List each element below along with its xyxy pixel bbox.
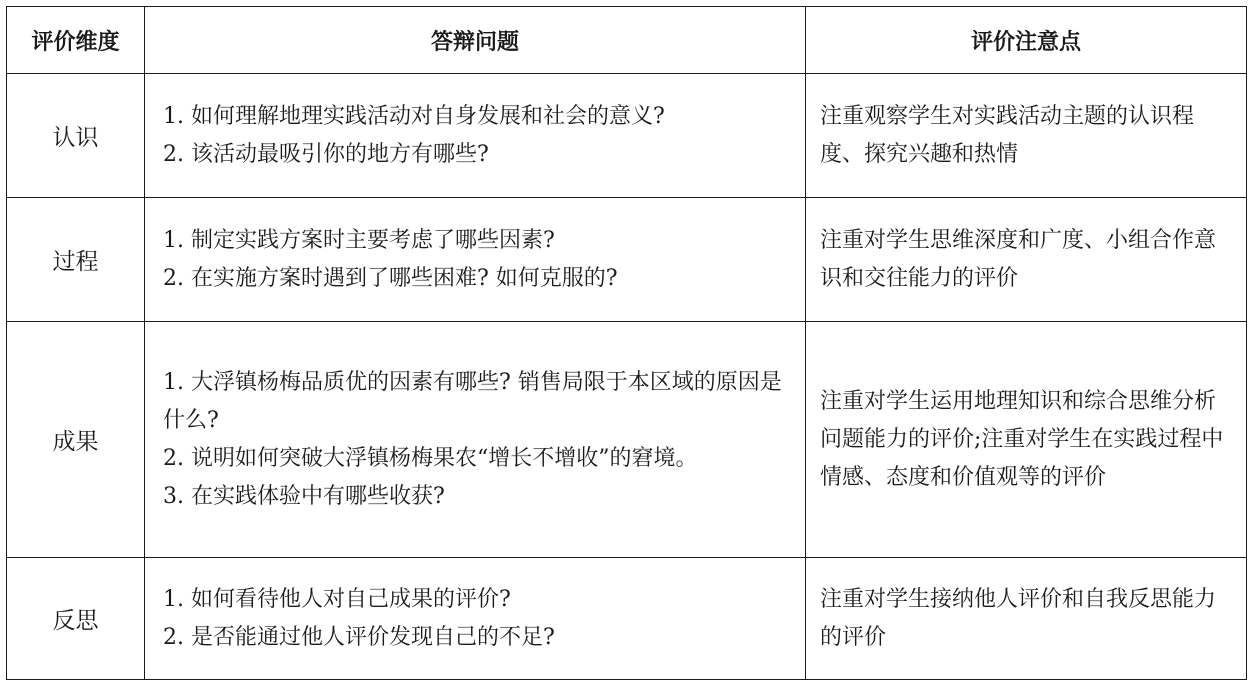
- question-item: 1. 如何理解地理实践活动对自身发展和社会的意义?: [163, 103, 665, 129]
- note-cell: 注重对学生思维深度和广度、小组合作意识和交往能力的评价: [806, 198, 1247, 322]
- dimension-cell: 过程: [7, 198, 145, 322]
- question-item: 1. 如何看待他人对自己成果的评价?: [163, 586, 511, 612]
- header-row: [7, 7, 1247, 74]
- question-item: 2. 说明如何突破大浮镇杨梅果农“增长不增收”的窘境。: [163, 445, 698, 471]
- questions-cell: [145, 198, 806, 322]
- dimension-cell: 反思: [7, 558, 145, 680]
- table-row-reflection: [7, 558, 1247, 680]
- header-questions: 答辩问题: [145, 7, 806, 74]
- dimension-cell: 成果: [7, 322, 145, 558]
- header-notes: 评价注意点: [806, 7, 1247, 74]
- question-item: 3. 在实践体验中有哪些收获?: [163, 483, 445, 509]
- table-row-results: [7, 322, 1247, 558]
- header-dimension: 评价维度: [7, 7, 145, 74]
- table-row-process: [7, 198, 1247, 322]
- table-row-recognition: [7, 74, 1247, 198]
- question-item: 2. 在实施方案时遇到了哪些困难? 如何克服的?: [163, 265, 618, 291]
- note-cell: 注重对学生运用地理知识和综合思维分析问题能力的评价;注重对学生在实践过程中情感、态度和价值观等的评价: [806, 322, 1247, 558]
- question-item: 1. 制定实践方案时主要考虑了哪些因素?: [163, 227, 555, 253]
- question-item: 2. 是否能通过他人评价发现自己的不足?: [163, 624, 555, 650]
- dimension-cell: 认识: [7, 74, 145, 198]
- question-item: 1. 大浮镇杨梅品质优的因素有哪些? 销售局限于本区域的原因是什么?: [163, 369, 782, 433]
- questions-cell: [145, 322, 806, 558]
- questions-cell: [145, 558, 806, 680]
- note-cell: 注重对学生接纳他人评价和自我反思能力的评价: [806, 558, 1247, 680]
- note-cell: 注重观察学生对实践活动主题的认识程度、探究兴趣和热情: [806, 74, 1247, 198]
- evaluation-table: [6, 6, 1247, 680]
- questions-cell: [145, 74, 806, 198]
- question-item: 2. 该活动最吸引你的地方有哪些?: [163, 141, 489, 167]
